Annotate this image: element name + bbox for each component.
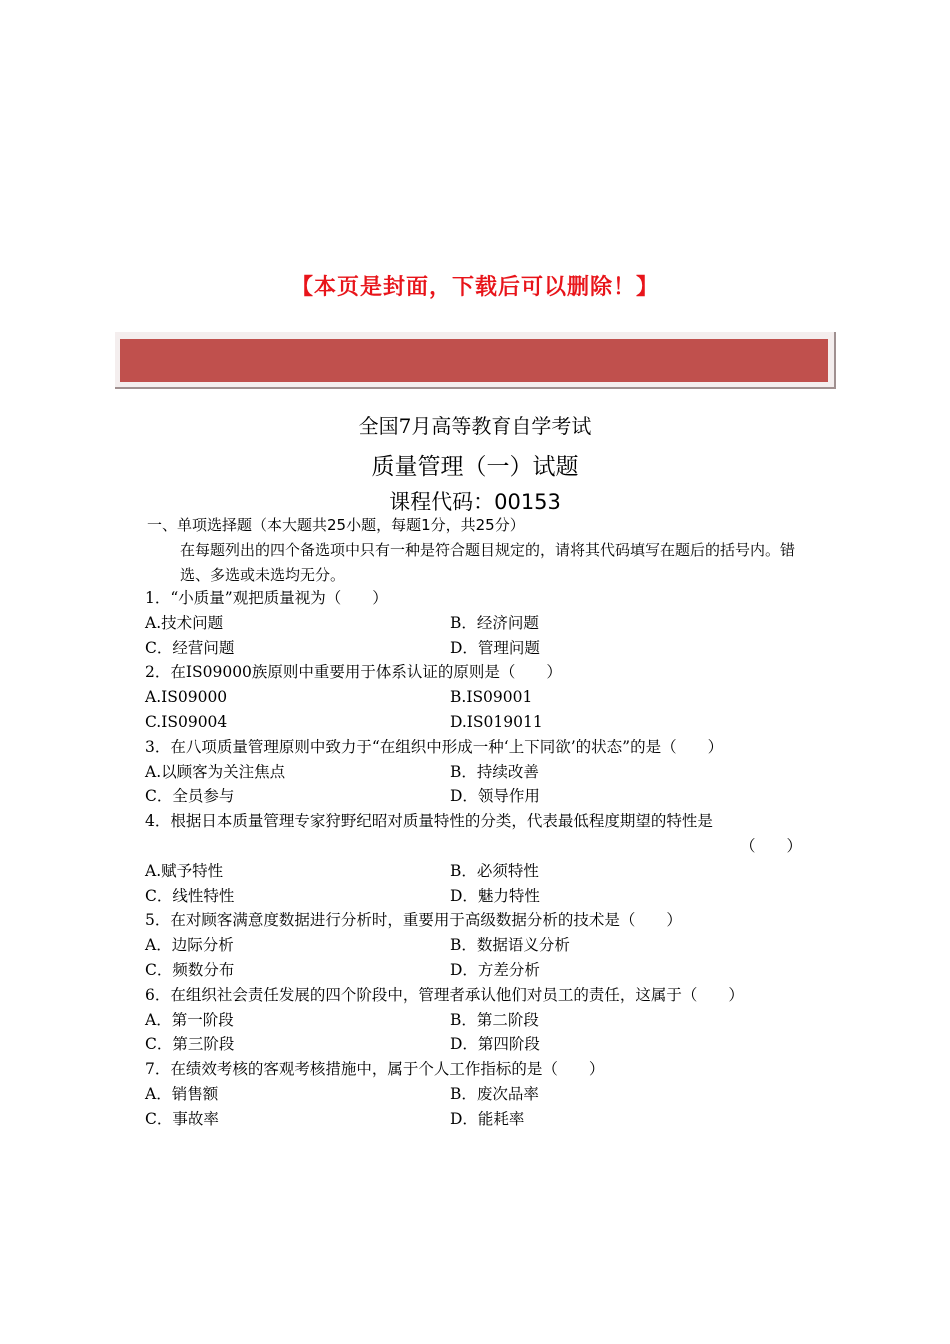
option-row [145,1107,810,1132]
option-d: D.IS019011 [450,712,543,731]
section-heading: 一、单项选择题（本大题共25小题，每题1分，共25分） [147,516,525,534]
option-b: B．经济问题 [450,613,539,632]
option-a: A.以顾客为关注焦点 [145,762,286,781]
option-b: B．数据语义分析 [450,936,570,955]
option-row [145,1032,810,1057]
question-stem: 3．在八项质量管理原则中致力于“在组织中形成一种‘上下同欲’的状态”的是（ ） [145,737,724,756]
option-row [145,884,810,909]
option-b: B.IS09001 [450,688,533,707]
option-b: B．必须特性 [450,861,539,880]
option-c: C．全员参与 [145,787,235,806]
option-d: D．领导作用 [450,787,540,806]
option-b: B．持续改善 [450,762,539,781]
option-row [145,1008,810,1033]
question-stem: 5．在对顾客满意度数据进行分析时，重要用于高级数据分析的技术是（ ） [145,911,682,930]
option-a: A．第一阶段 [145,1010,234,1029]
option-row [145,859,810,884]
cover-note: 【本页是封面，下载后可以删除！】 [290,275,659,300]
option-row [145,784,810,809]
option-row [145,760,810,785]
option-row [145,958,810,983]
section-instructions: 在每题列出的四个备选项中只有一种是符合题目规定的，请将其代码填写在题后的括号内。错选、多选或未选均无分。 [180,541,796,584]
option-row [145,685,810,710]
option-row [145,933,810,958]
option-row [145,1082,810,1107]
option-row [145,710,810,735]
option-a: A．边际分析 [145,936,234,955]
option-d: D．能耗率 [450,1109,525,1128]
option-c: C．频数分布 [145,960,235,979]
subject-title: 质量管理（一）试题 [371,454,579,480]
option-c: C．事故率 [145,1109,219,1128]
option-c: C．第三阶段 [145,1035,235,1054]
option-c: C.IS09004 [145,712,228,731]
option-c: C．经营问题 [145,638,235,657]
option-a: A．销售额 [145,1084,219,1103]
exam-title: 全国7月高等教育自学考试 [358,414,592,438]
option-a: A.IS09000 [145,688,228,707]
option-b: B．废次品率 [450,1084,539,1103]
question-stem: 4．根据日本质量管理专家狩野纪昭对质量特性的分类，代表最低程度期望的特性是 [145,812,713,831]
question-stem: 1．“小质量”观把质量视为（ ） [145,589,388,607]
option-d: D．魅力特性 [450,886,540,905]
question-stem: 7．在绩效考核的客观考核措施中，属于个人工作指标的是（ ） [145,1060,605,1079]
question-stem: 6．在组织社会责任发展的四个阶段中，管理者承认他们对员工的责任，这属于（ ） [145,985,744,1004]
option-d: D．第四阶段 [450,1035,540,1054]
option-a: A.赋予特性 [145,861,224,880]
question-list [145,586,810,1132]
option-d: D．方差分析 [450,960,540,979]
option-d: D．管理问题 [450,638,540,657]
option-b: B．第二阶段 [450,1010,539,1029]
option-a: A.技术问题 [145,613,224,632]
question-stem: 2．在IS09000族原则中重要用于体系认证的原则是（ ） [145,663,562,682]
option-row [145,636,810,661]
course-code: 课程代码：00153 [389,490,561,514]
option-c: C．线性特性 [145,886,235,905]
answer-bracket: （ ） [739,836,802,855]
option-row [145,611,810,636]
banner-bar [120,339,828,382]
